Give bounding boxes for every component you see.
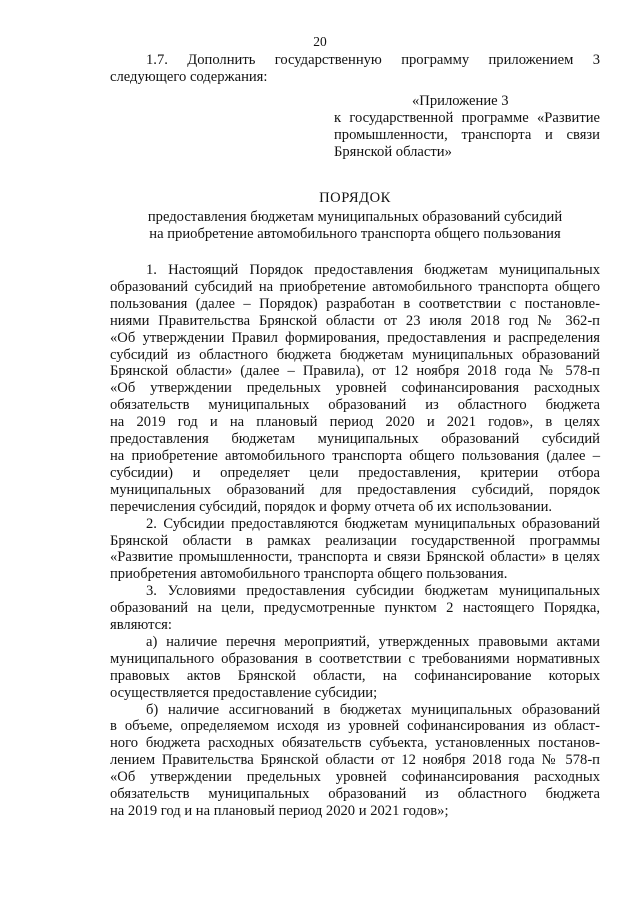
text-line: на 2019 год и на плановый период 2020 и 2021 годов»; (110, 803, 449, 819)
page-number: 20 (313, 34, 327, 49)
appendix-line: к государственной программе «Развитие (334, 109, 600, 126)
appendix-header (334, 93, 600, 161)
text-line: «Развитие промышленности, транспорта и связи Брянской области» в целях (110, 549, 600, 566)
text-line: ного бюджета расходных обязательств субъекта, установленных постанов- (110, 735, 600, 752)
appendix-line: Брянской области» (334, 143, 452, 160)
text-line: муниципального образования в соответствии с требованиями нормативных (110, 650, 600, 667)
text-line: пользования (далее – Порядок) разработан в соответствии с постановле- (110, 295, 600, 312)
text-line: перечисления субсидий, порядок и форму отчета об их использовании. (110, 498, 553, 515)
subtitle-line: на приобретение автомобильного транспорта общего пользования (149, 225, 561, 242)
text-line: «Об утверждении Правил формирования, предоставления и распределения (110, 329, 600, 346)
text-line: субсидии) и определяет цели предоставления, критерии отбора (110, 464, 600, 481)
paragraph-1 (110, 262, 600, 516)
appendix-line: промышленности, транспорта и связи (334, 126, 600, 143)
text-line: Брянской области» (далее – Правила), от 12 ноября 2018 года № 578-п (110, 363, 600, 380)
paragraph-3b (110, 702, 600, 820)
text-line: 2. Субсидии предоставляются бюджетам муниципальных образований (146, 515, 600, 532)
text-line: Брянской области в рамках реализации государственной программы (110, 532, 600, 549)
text-line: 3. Условиями предоставления субсидии бюджетам муниципальных (146, 583, 600, 600)
document-subtitle (110, 209, 600, 243)
text-line: на 2019 год и на плановый период 2020 и 2021 годов», в целях (110, 414, 600, 431)
paragraph-2 (110, 516, 600, 584)
subtitle-line: предоставления бюджетам муниципальных образований субсидий (147, 209, 563, 225)
text-line: ниями Правительства Брянской области от 23 июля 2018 год № 362-п (110, 312, 600, 329)
text-line: муниципальных образований для предоставления субсидий, порядок (110, 481, 600, 498)
text-line: обязательств муниципальных образований из областного бюджета (110, 397, 600, 414)
text-line: предоставления бюджетам муниципальных образований субсидий (110, 431, 600, 448)
paragraph-3 (110, 583, 600, 634)
document-title: ПОРЯДОК (319, 190, 391, 206)
text-line: «Об утверждении предельных уровней софинансирования расходных (110, 769, 600, 786)
intro-paragraph: 1.7. Дополнить государственную программу приложением 3 следующего содержания: (110, 52, 600, 85)
text-line: образований субсидий на приобретение автомобильного транспорта общего (110, 278, 600, 295)
appendix-line: «Приложение 3 (412, 93, 509, 109)
text-line: субсидий из областного бюджета бюджетам муниципальных образований (110, 346, 600, 363)
text-line: 1. Настоящий Порядок предоставления бюджетам муниципальных (146, 262, 600, 278)
text-line: обязательств муниципальных образований из областного бюджета (110, 786, 600, 803)
document-body (110, 262, 600, 820)
text-line: лением Правительства Брянской области от 12 ноября 2018 года № 578-п (110, 752, 600, 769)
text-line: «Об утверждении предельных уровней софинансирования расходных (110, 380, 600, 397)
text-line: осуществляется предоставление субсидии; (110, 684, 378, 701)
text-line: в объеме, определяемом исходя из уровней софинансирования из област- (110, 718, 600, 735)
text-line: а) наличие перечня мероприятий, утвержденных правовыми актами (146, 633, 600, 650)
paragraph-3a (110, 634, 600, 702)
text-line: б) наличие ассигнований в бюджетах муниципальных образований (146, 701, 600, 718)
text-line: правовых актов Брянской области, на софинансирование которых (110, 667, 600, 684)
text-line: образований на цели, предусмотренные пунктом 2 настоящего Порядка, (110, 600, 600, 617)
text-line: на приобретение автомобильного транспорта общего пользования (далее – (110, 447, 600, 464)
text-line: приобретения автомобильного транспорта общего пользования. (110, 566, 508, 583)
text-line: являются: (110, 617, 172, 634)
